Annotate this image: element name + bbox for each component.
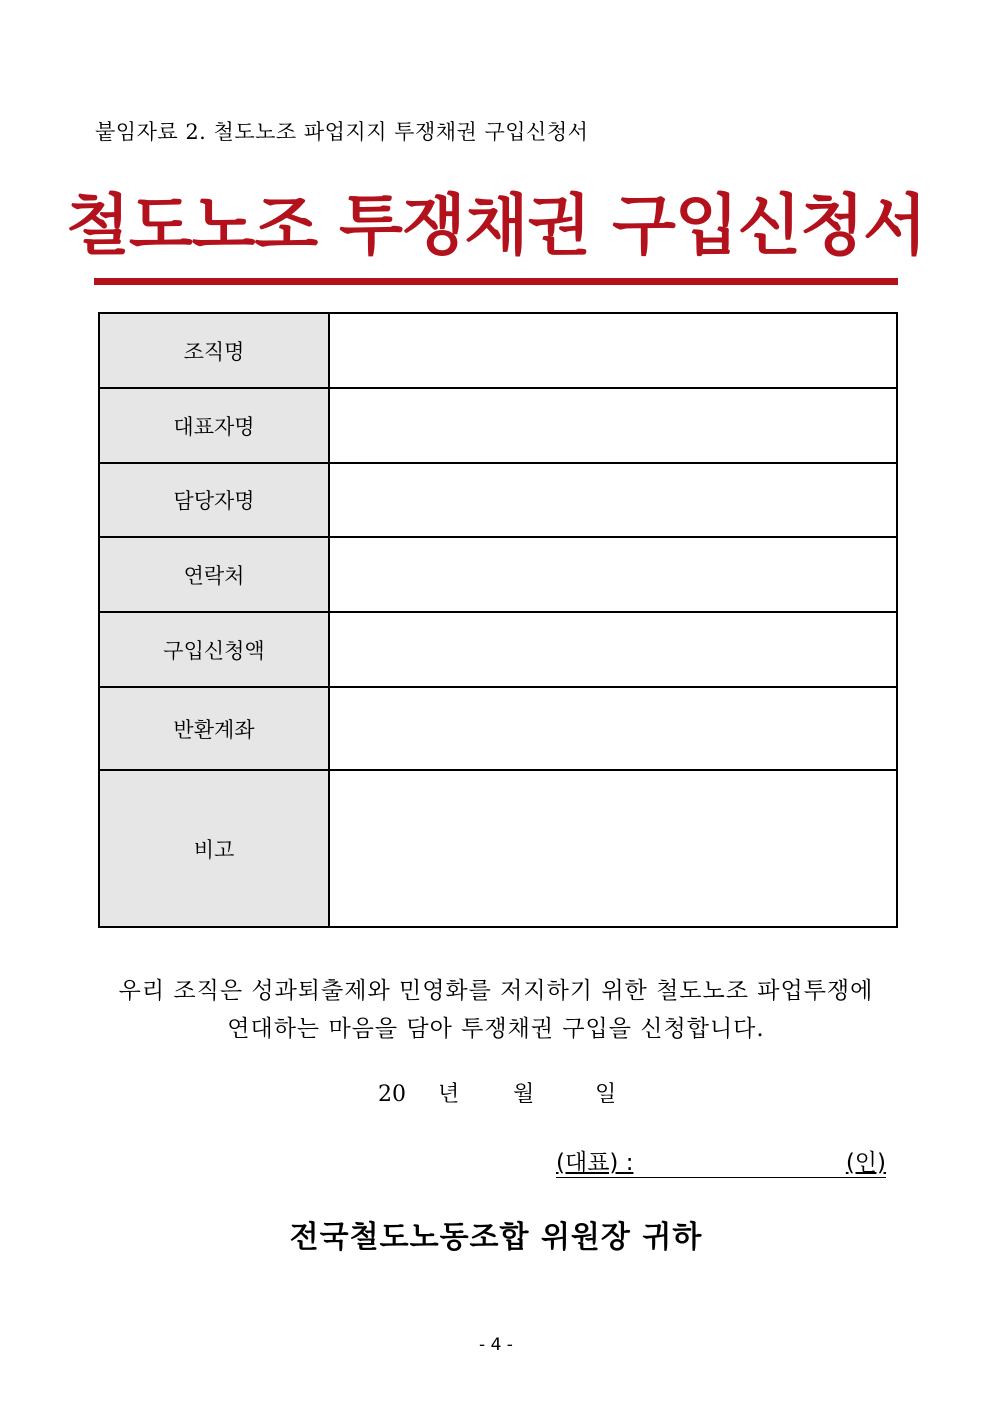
date-line	[378, 1077, 616, 1108]
field-value-remarks[interactable]	[329, 770, 897, 927]
document-title: 철도노조 투쟁채권 구입신청서	[66, 187, 926, 264]
date-year-prefix: 20	[378, 1082, 406, 1107]
field-value-phone[interactable]	[329, 537, 897, 612]
table-row	[99, 463, 897, 537]
application-form-table	[98, 312, 898, 928]
field-value-representative[interactable]	[329, 388, 897, 463]
field-label-representative: 대표자명	[99, 388, 329, 463]
page-number: - 4 -	[479, 1335, 513, 1355]
pledge-line-1: 우리 조직은 성과퇴출제와 민영화를 저지하기 위한 철도노조 파업투쟁에	[118, 978, 874, 1004]
field-label-organization: 조직명	[99, 313, 329, 388]
field-label-remarks: 비고	[99, 770, 329, 927]
addressee: 전국철도노동조합 위원장 귀하	[289, 1220, 703, 1255]
field-label-contact-person: 담당자명	[99, 463, 329, 537]
pledge-statement	[0, 972, 992, 1048]
signature-line[interactable]	[556, 1144, 886, 1178]
table-row	[99, 537, 897, 612]
table-row	[99, 612, 897, 687]
field-value-purchase-amount[interactable]	[329, 612, 897, 687]
date-day-unit: 일	[595, 1082, 617, 1107]
date-month-unit: 월	[513, 1082, 535, 1107]
title-divider	[94, 278, 898, 285]
field-label-purchase-amount: 구입신청액	[99, 612, 329, 687]
document-subtitle: 붙임자료 2. 철도노조 파업지지 투쟁채권 구입신청서	[95, 120, 589, 144]
date-year-unit: 년	[438, 1082, 460, 1107]
field-value-refund-account[interactable]	[329, 687, 897, 770]
table-row	[99, 687, 897, 770]
table-row	[99, 388, 897, 463]
table-row	[99, 770, 897, 927]
table-row	[99, 313, 897, 388]
field-label-refund-account: 반환계좌	[99, 687, 329, 770]
signature-label: (대표) :	[556, 1150, 634, 1176]
field-value-contact-person[interactable]	[329, 463, 897, 537]
field-value-organization[interactable]	[329, 313, 897, 388]
pledge-line-2: 연대하는 마음을 담아 투쟁채권 구입을 신청합니다.	[227, 1016, 765, 1042]
seal-mark: (인)	[845, 1150, 886, 1176]
field-label-phone: 연락처	[99, 537, 329, 612]
